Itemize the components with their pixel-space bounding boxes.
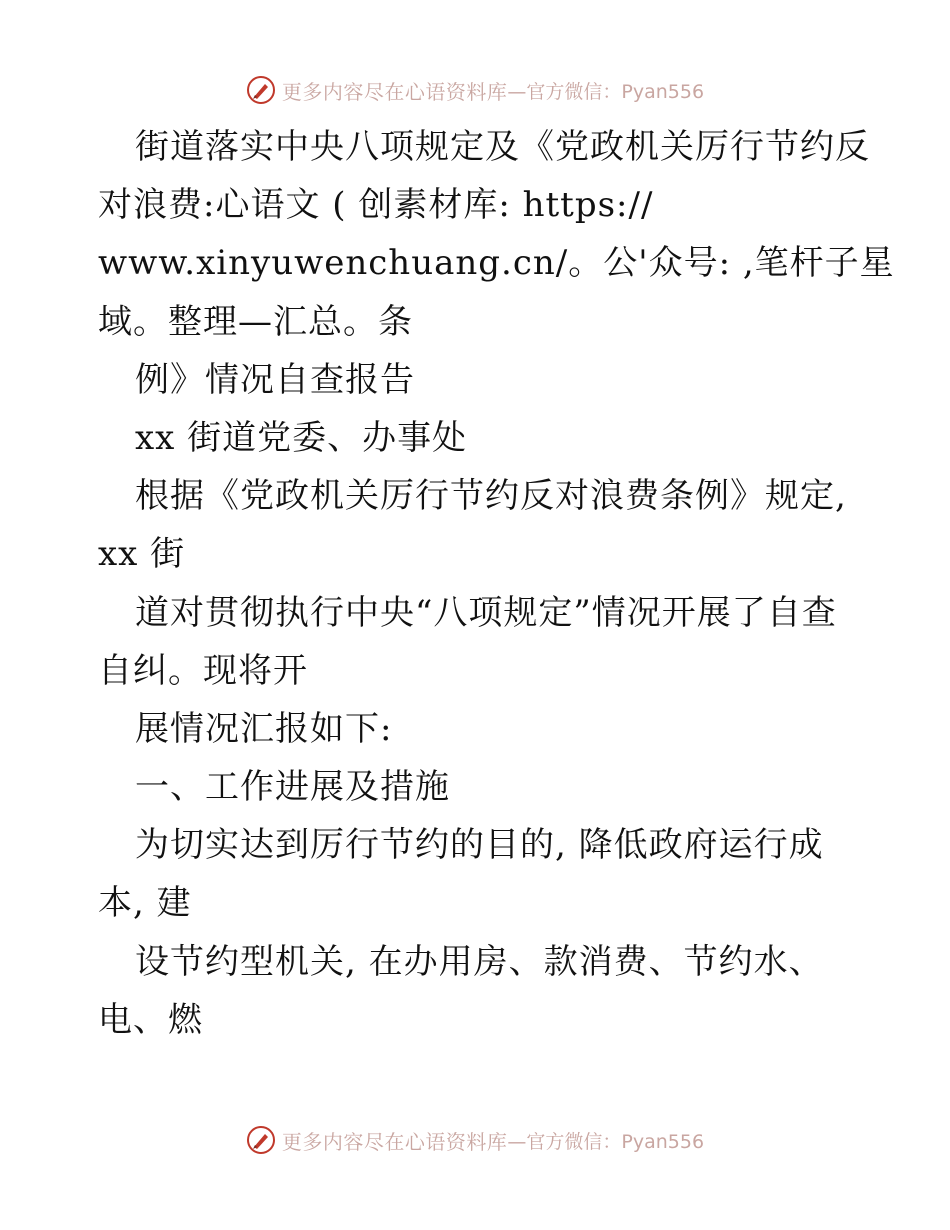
watermark-text: 更多内容尽在心语资料库 — [281, 79, 508, 104]
document-line: 道对贯彻执行中央“八项规定”情况开展了自查 — [135, 592, 837, 633]
document-line: 展情况汇报如下: — [135, 708, 393, 749]
footer-watermark — [0, 1120, 950, 1160]
document-line: 域。整理—汇总。条 — [98, 301, 413, 342]
document-line: 街道落实中央八项规定及《党政机关厉行节约反 — [135, 127, 870, 167]
document-line: 一、工作进展及措施 — [135, 767, 450, 808]
document-line: www.xinyuwenchuang.cn/。公'众号: ,笔杆子星 — [98, 243, 895, 284]
document-line: 根据《党政机关厉行节约反对浪费条例》规定, — [135, 476, 847, 517]
pen-nib-logo-icon — [246, 75, 276, 105]
watermark-contact: —官方微信：Pyan556 — [507, 1130, 705, 1153]
document-line: 本, 建 — [98, 883, 192, 924]
document-line: xx 街道党委、办事处 — [135, 417, 468, 458]
document-line: 对浪费:心语文 ( 创素材库: https:// — [98, 185, 654, 226]
document-line: 为切实达到厉行节约的目的, 降低政府运行成 — [135, 825, 824, 866]
document-body — [98, 118, 895, 1049]
document-line: 设节约型机关, 在办用房、款消费、节约水、 — [135, 941, 824, 982]
header-watermark — [0, 70, 950, 110]
document-line: xx 街 — [98, 534, 186, 575]
watermark-text: 更多内容尽在心语资料库 — [281, 1129, 508, 1154]
document-line: 例》情况自查报告 — [135, 359, 415, 400]
document-line: 电、燃 — [98, 999, 203, 1040]
watermark-contact: —官方微信：Pyan556 — [507, 80, 705, 103]
document-line: 自纠。现将开 — [98, 650, 308, 691]
pen-nib-logo-icon — [246, 1125, 276, 1155]
